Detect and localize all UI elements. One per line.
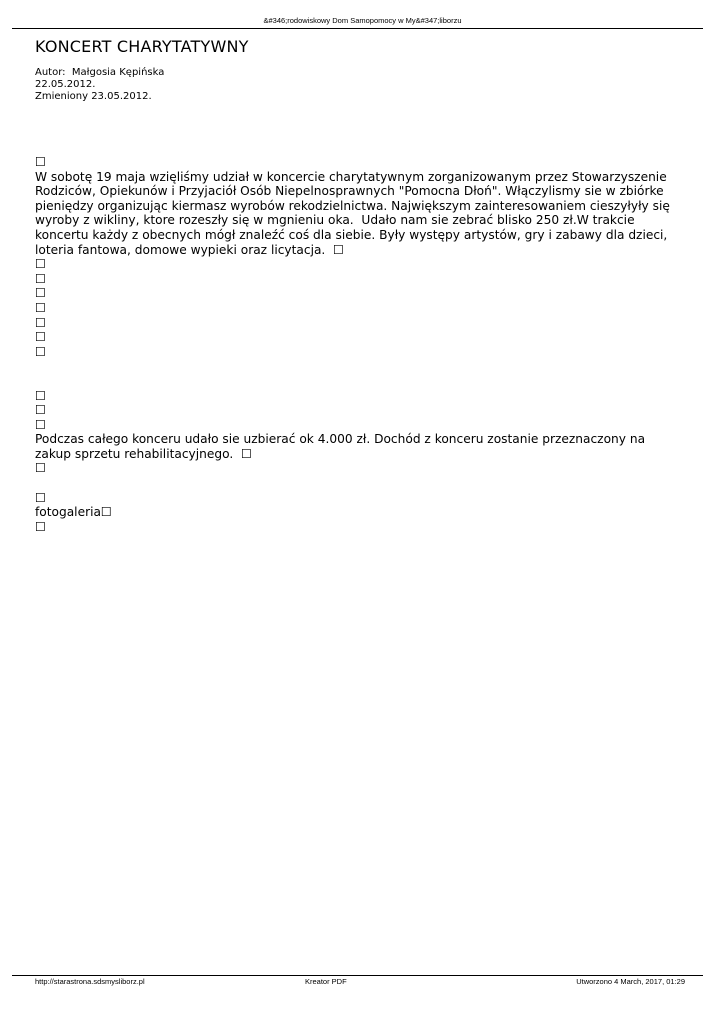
article-meta <box>35 67 164 103</box>
footer-url[interactable]: http://starastrona.sdsmysliborz.pl <box>35 977 145 986</box>
placeholder-box: ☐ <box>35 300 46 315</box>
placeholder-box: ☐ <box>35 388 46 403</box>
placeholder-box: ☐ <box>35 315 46 330</box>
placeholder-box: ☐ <box>35 490 46 505</box>
placeholder-box: ☐ <box>35 286 46 301</box>
article-title: KONCERT CHARYTATYWNY <box>35 37 249 56</box>
placeholder-box: ☐ <box>35 417 46 432</box>
footer-divider <box>12 975 703 976</box>
placeholder-box: ☐ <box>35 257 46 272</box>
modified-date: Zmieniony 23.05.2012. <box>35 91 152 102</box>
placeholder-box: ☐ <box>35 519 46 534</box>
footer-created: Utworzono 4 March, 2017, 01:29 <box>576 977 685 986</box>
paragraph-1: W sobotę 19 maja wzięliśmy udział w koncercie charytatywnym zorganizowanym przez Stowarzyszenie Rodziców, Opiekunów i Przyjaciół Osób Niepelnosprawnych "Pomocna Dłoń". Włączylismy sie w zbiórke pieniędzy organizując kiermasz wyrobów rekodzielnictwa. Największym zainteresowaniem cieszyłyły się wyroby z wikliny, ktore rozeszły się w mgnieniu oka. Udało nam sie zebrać blisko 250 zł.W trakcie koncertu każdy z obecnych mógł znaleźć coś dla siebie. Były występy artystów, gry i zabawy dla dzieci, loteria fantowa, domowe wypieki oraz licytacja. ☐ <box>35 169 674 257</box>
placeholder-box: ☐ <box>35 155 46 169</box>
header-divider <box>12 28 703 29</box>
placeholder-box: ☐ <box>35 330 46 345</box>
publish-date: 22.05.2012. <box>35 79 96 90</box>
author-line: Autor: Małgosia Kępińska <box>35 67 165 78</box>
placeholder-box: ☐ <box>35 344 46 359</box>
placeholder-box: ☐ <box>35 271 46 286</box>
site-header-title: &#346;rodowiskowy Dom Samopomocy w My&#347;liborzu <box>263 16 462 25</box>
placeholder-box: ☐ <box>35 461 46 476</box>
article-body <box>35 155 675 534</box>
footer-generator: Kreator PDF <box>305 977 347 986</box>
placeholder-box: ☐ <box>35 403 46 418</box>
gallery-link[interactable]: fotogaleria☐ <box>35 505 112 520</box>
paragraph-2: Podczas całego konceru udało sie uzbierać ok 4.000 zł. Dochód z konceru zostanie przeznaczony na zakup sprzetu rehabilitacyjnego. ☐ <box>35 432 649 461</box>
